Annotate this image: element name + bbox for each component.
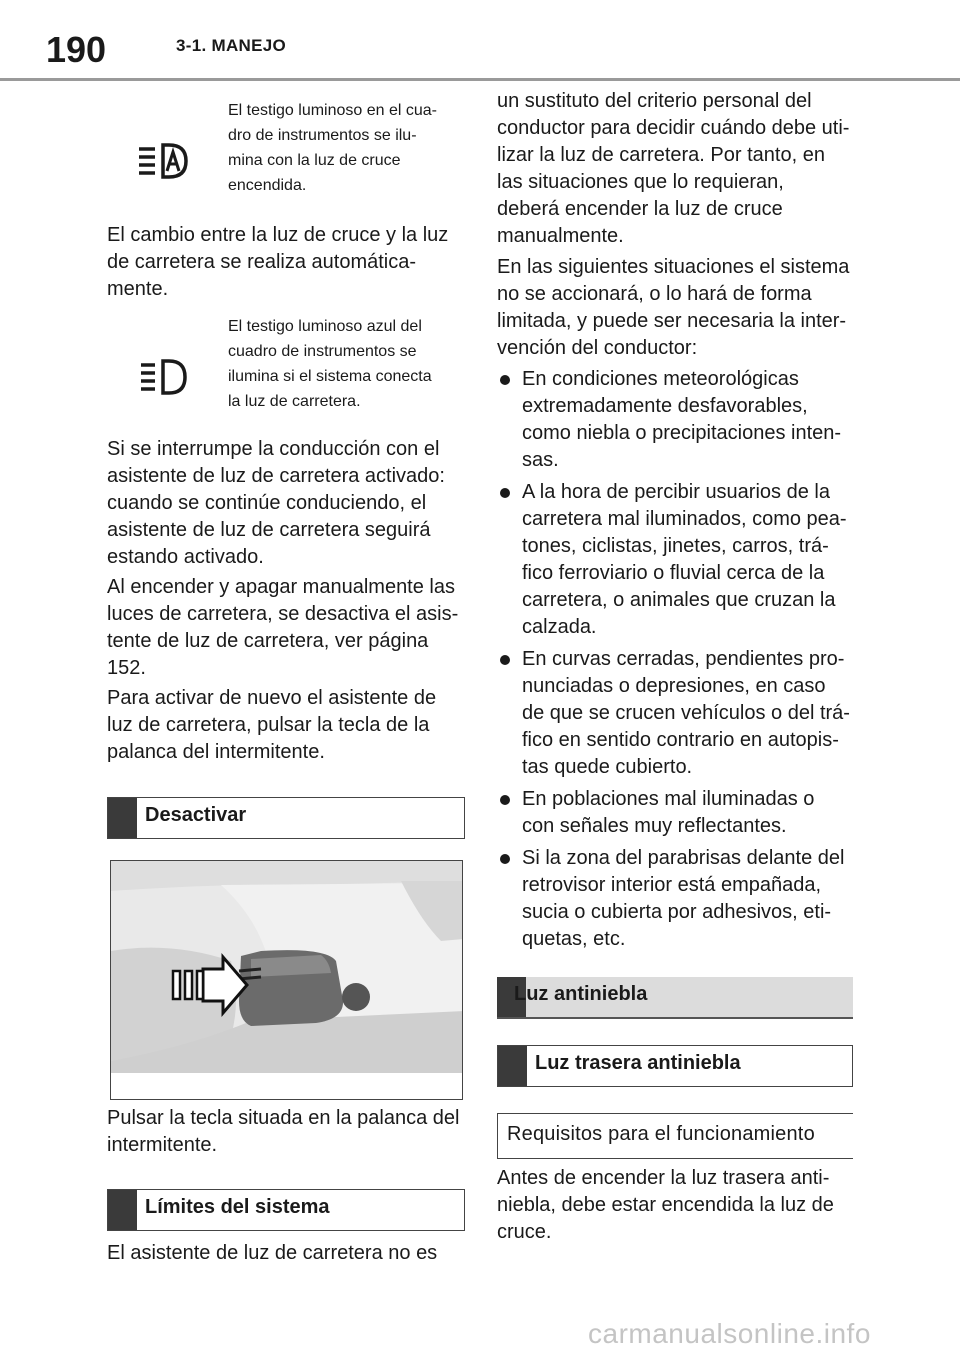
- section-title: 3-1. MANEJO: [176, 36, 287, 55]
- turn-signal-lever-illustration: [110, 860, 463, 1100]
- bullet-icon: [500, 854, 510, 864]
- high-beam-icon: [138, 356, 190, 400]
- heading-marker: [498, 1046, 527, 1086]
- paragraph-manual-switch: Al encender y apagar manualmente las luces de carretera, se desactiva el asis- tente de luz de carretera, ver página 152.: [107, 576, 459, 679]
- list-item: En curvas cerradas, pendientes pro- nunciadas o depresiones, en caso de que se crucen vehículos o del trá- fico en sentido contrario en autopis- tas quede cubierto.: [497, 646, 857, 781]
- auto-high-beam-description: El testigo luminoso en el cua- dro de instrumentos se ilu- mina con la luz de cruce encendida.: [228, 102, 437, 194]
- paragraph-switching: El cambio entre la luz de cruce y la luz de carretera se realiza automática- mente.: [107, 224, 449, 300]
- bullet-icon: [500, 795, 510, 805]
- figure-caption: Pulsar la tecla situada en la palanca del intermitente.: [107, 1107, 460, 1156]
- bullet-icon: [500, 655, 510, 665]
- subheading-requisitos: Requisitos para el funcionamiento: [497, 1113, 853, 1159]
- list-item: A la hora de percibir usuarios de la carretera mal iluminados, como pea- tones, ciclistas, jinetes, carros, trá- fico ferroviario o fluvial cerca de la carretera, o animales que cruzan la calzada.: [497, 479, 857, 641]
- paragraph-requirements: Antes de encender la luz trasera anti- niebla, debe estar encendida la luz de cruce.: [497, 1167, 834, 1243]
- paragraph-reactivate: Para activar de nuevo el asistente de luz de carretera, pulsar la tecla de la palanca del intermitente.: [107, 687, 437, 763]
- heading-limites-del-sistema: Límites del sistema: [107, 1189, 465, 1231]
- paragraph-driver-judgement: un sustituto del criterio personal del conductor para decidir cuándo debe uti- lizar la luz de carretera. Por tanto, en las situaciones que lo requieran, deberá encender la luz de cruce manualmente.: [497, 90, 850, 247]
- heading-luz-antiniebla: Luz antiniebla: [497, 977, 853, 1019]
- heading-marker: [108, 798, 137, 838]
- bullet-icon: [500, 488, 510, 498]
- list-item: En poblaciones mal iluminadas o con señales muy reflectantes.: [497, 786, 857, 840]
- page-number: 190: [46, 29, 107, 70]
- watermark: carmanualsonline.info: [588, 1318, 871, 1349]
- header-divider: [0, 78, 960, 81]
- list-item: Si la zona del parabrisas delante del retrovisor interior está empañada, sucia o cubierta por adhesivos, eti- quetas, etc.: [497, 845, 857, 953]
- bullet-icon: [500, 375, 510, 385]
- auto-high-beam-icon: [136, 140, 192, 184]
- heading-desactivar: Desactivar: [107, 797, 465, 839]
- high-beam-description: El testigo luminoso azul del cuadro de instrumentos se ilumina si el sistema conecta la luz de carretera.: [228, 318, 432, 410]
- lever-drawing: [111, 861, 463, 1100]
- heading-marker: [108, 1190, 137, 1230]
- paragraph-limited-situations: En las siguientes situaciones el sistema no se accionará, o lo hará de forma limitada, y puede ser necesaria la inter- vención del conductor:: [497, 256, 850, 359]
- paragraph-interruption: Si se interrumpe la conducción con el asistente de luz de carretera activado: cuando se continúe conduciendo, el asistente de luz de carretera seguirá estando activado.: [107, 438, 445, 568]
- list-item: En condiciones meteorológicas extremadamente desfavorables, como niebla o precipitaciones inten- sas.: [497, 366, 857, 474]
- paragraph-not-substitute: El asistente de luz de carretera no es: [107, 1242, 438, 1264]
- heading-luz-trasera-antiniebla: Luz trasera antiniebla: [497, 1045, 853, 1087]
- limitations-list: [497, 366, 857, 958]
